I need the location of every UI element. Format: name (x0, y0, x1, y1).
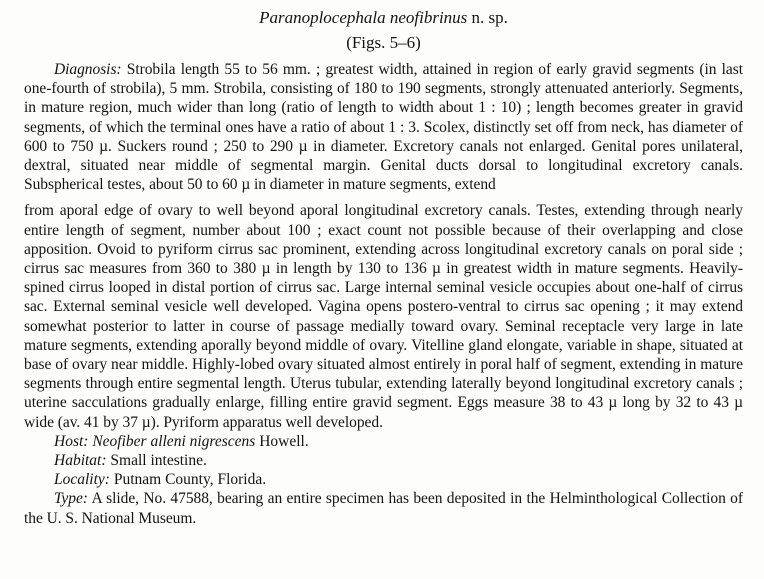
locality-label: Locality: (54, 471, 110, 489)
diagnosis-text-part1: Strobila length 55 to 56 mm. ; greatest width, attained in region of early gravid segments (in last one-fourth of strobila), 5 mm. Strobila, consisting of 180 to 190 segments, strongly attenuated anteriorly. Segments, in mature region, much wider than long (ratio of length to width about 1 : 10) ; length becomes greater in gravid segments, of which the terminal ones have a ratio of about 1 : 3. Scolex, distinctly set off from neck, has diameter of 600 to 750 µ. Suckers round ; 250 to 290 µ in diameter. Excretory canals not enlarged. Genital pores unilateral, dextral, situated near middle of segmental margin. Genital ducts dorsal to longitudinal excretory canals. Subspherical testes, about 50 to 60 µ in diameter in mature segments, extend (24, 61, 743, 194)
diagnosis-label: Diagnosis: (54, 61, 122, 78)
species-title-designation: n. sp. (471, 8, 508, 27)
habitat-line (24, 451, 743, 470)
habitat-label: Habitat: (54, 452, 107, 470)
host-label: Host: (54, 432, 89, 450)
figure-caption: (Figs. 5–6) (346, 33, 421, 52)
host-species: Neofiber alleni nigrescens (92, 432, 256, 450)
type-paragraph (24, 489, 743, 527)
habitat-value: Small intestine. (110, 452, 207, 470)
diagnosis-paragraph (24, 60, 743, 194)
type-label: Type: (54, 490, 88, 508)
species-title-italic: Paranoplocephala neofibrinus (259, 8, 468, 27)
species-title (24, 5, 743, 30)
type-value: A slide, No. 47588, bearing an entire specimen has been deposited in the Helminthological Collection of the U. S. National Museum. (24, 490, 743, 527)
diagnosis-continuation-paragraph (24, 201, 743, 431)
locality-line (24, 470, 743, 489)
diagnosis-text-part2: from aporal edge of ovary to well beyond aporal longitudinal excretory canals. Testes, extending through nearly entire length of segment, number about 100 ; exact count not possible because of their overlapping and close apposition. Ovoid to pyriform cirrus sac prominent, extending across longitudinal excretory canals on poral side ; cirrus sac measures from 360 to 380 µ in length by 130 to 136 µ in greatest width in mature segments. Heavily-spined cirrus looped in distal portion of cirrus sac. Large internal seminal vesicle occupies about one-half of cirrus sac. External seminal vesicle well developed. Vagina opens postero-ventral to cirrus sac opening ; it may extend somewhat posterior to latter in course of passage medially toward ovary. Seminal receptacle very large in late mature segments, extending aporally beyond middle of ovary. Vitelline gland elongate, variable in shape, situated at base of ovary near middle. Highly-lobed ovary situated almost entirely in poral half of segment, extending in mature segments through entire segmental length. Uterus tubular, extending laterally beyond longitudinal excretory canals ; uterine sacculations gradually enlarge, filling entire gravid segment. Eggs measure 38 to 43 µ long by 32 to 43 µ wide (av. 41 by 37 µ). Pyriform apparatus well developed. (24, 202, 743, 431)
host-line (24, 432, 743, 451)
host-author: Howell. (259, 432, 309, 450)
locality-value: Putnam County, Florida. (113, 471, 267, 489)
